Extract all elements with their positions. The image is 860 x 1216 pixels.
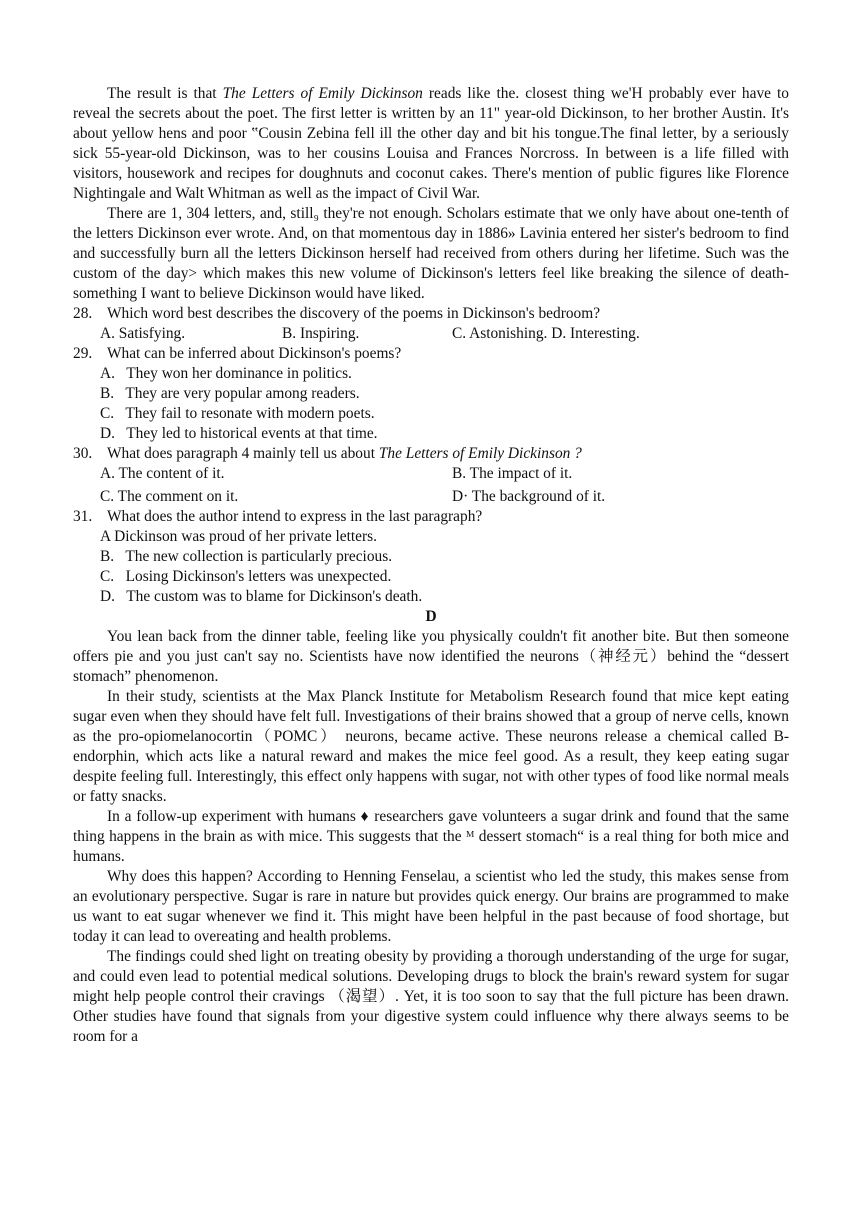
- question-number: 29.: [73, 345, 93, 362]
- paragraph-c-2: There are 1, 304 letters, and, still₉ they're not enough. Scholars estimate that we only have about one-tenth of the letters Dickinson ever wrote. And, on that momentous day in 1886» Lavinia entered her sister's bedroom to find and successfully burn all the letters Dickinson herself had received from others during her lifetime. Such was the custom of the day> which makes this new volume of Dickinson's letters feel like breaking the silence of death-something I want to believe Dickinson would have liked.: [73, 205, 789, 302]
- option-a[interactable]: A. Satisfying.: [100, 325, 186, 342]
- question-text: What can be inferred about Dickinson's poems?: [107, 345, 402, 362]
- question-28: [73, 304, 789, 324]
- document-page: [73, 84, 789, 1057]
- question-28-options: [73, 324, 789, 344]
- question-text: What does paragraph 4 mainly tell us about The Letters of Emily Dickinson ?: [107, 445, 582, 462]
- option-d[interactable]: D. They led to historical events at that time.: [100, 425, 378, 442]
- paragraph-d-2: In their study, scientists at the Max Planck Institute for Metabolism Research found that mice kept eating sugar even when they should have felt full. Investigations of their brains showed that a group of nerve cells, known as the pro-opiomelanocortin（POMC） neurons, became active. These neurons release a chemical called B-endorphin, which acts like a natural reward and makes the mice feel good. As a result, they keep eating sugar despite feeling full. Interestingly, this effect only happens with sugar, not with other types of food like normal meals or fatty snacks.: [73, 688, 789, 805]
- option-c[interactable]: C. Losing Dickinson's letters was unexpected.: [100, 568, 392, 585]
- option-b[interactable]: B. The impact of it.: [452, 465, 573, 482]
- paragraph-d-4: Why does this happen? According to Henning Fenselau, a scientist who led the study, this makes sense from an evolutionary perspective. Sugar is rare in nature but provides quick energy. Our brains are programmed to make us want to eat sugar whenever we find it. This might have been helpful in the past because of food shortage, but today it can lead to overeating and health problems.: [73, 868, 789, 945]
- option-a[interactable]: A. They won her dominance in politics.: [100, 365, 352, 382]
- option-c[interactable]: C. They fail to resonate with modern poets.: [100, 405, 375, 422]
- option-b[interactable]: B. The new collection is particularly precious.: [100, 548, 393, 565]
- paragraph-d-3: In a follow-up experiment with humans ♦ researchers gave volunteers a sugar drink and found that the same thing happens in the brain as with mice. This suggests that the ᴹ dessert stomach“ is a real thing for both mice and humans.: [73, 808, 789, 865]
- book-title: The Letters of Emily Dickinson: [222, 85, 423, 102]
- question-30-options: [73, 464, 789, 507]
- question-number: 31.: [73, 508, 93, 525]
- question-29: [73, 344, 789, 364]
- paragraph-d-1: You lean back from the dinner table, feeling like you physically couldn't fit another bite. But then someone offers pie and you just can't say no. Scientists have now identified the neurons（神经元）behind the “dessert stomach” phenomenon.: [73, 628, 789, 685]
- option-a[interactable]: A Dickinson was proud of her private letters.: [100, 528, 377, 545]
- option-c-d[interactable]: C. Astonishing. D. Interesting.: [452, 325, 640, 342]
- question-31: [73, 507, 789, 527]
- option-d[interactable]: D. The custom was to blame for Dickinson's death.: [100, 588, 423, 605]
- question-number: 30.: [73, 445, 93, 462]
- option-a[interactable]: A. The content of it.: [100, 465, 225, 482]
- question-number: 28.: [73, 305, 93, 322]
- option-c[interactable]: C. The comment on it.: [100, 488, 239, 505]
- section-heading-d: D: [425, 608, 437, 625]
- question-30: [73, 444, 789, 464]
- paragraph-d-5: The findings could shed light on treating obesity by providing a thorough understanding of the urge for sugar, and could even lead to potential medical solutions. Developing drugs to block the brain's reward system for sugar might help people control their cravings （渴望）. Yet, it is too soon to say that the full picture has been drawn. Other studies have found that signals from your digestive system could influence why there always seems to be room for a: [73, 948, 789, 1045]
- cut-off-line: [73, 1047, 789, 1057]
- option-b[interactable]: B. They are very popular among readers.: [100, 385, 360, 402]
- paragraph-c-1: The result is that The Letters of Emily Dickinson reads like the. closest thing we'H probably ever have to reveal the secrets about the poet. The first letter is written by an 11" year-old Dickinson, to her brother Austin. It's about yellow hens and poor ‟Cousin Zebina fell ill the other day and bit his tongue.The final letter, by a seriously sick 55-year-old Dickinson, was to her cousins Louisa and Frances Norcross. In between is a life filled with visitors, housework and recipes for doughnuts and coconut cakes. There's mention of public figures like Florence Nightingale and Walt Whitman as well as the impact of Civil War.: [73, 85, 789, 202]
- question-text: What does the author intend to express in the last paragraph?: [107, 508, 483, 525]
- option-b[interactable]: B. Inspiring.: [282, 325, 360, 342]
- question-text: Which word best describes the discovery of the poems in Dickinson's bedroom?: [107, 305, 601, 322]
- option-d[interactable]: D· The background of it.: [452, 488, 606, 505]
- book-title: The Letters of Emily Dickinson ?: [378, 445, 582, 462]
